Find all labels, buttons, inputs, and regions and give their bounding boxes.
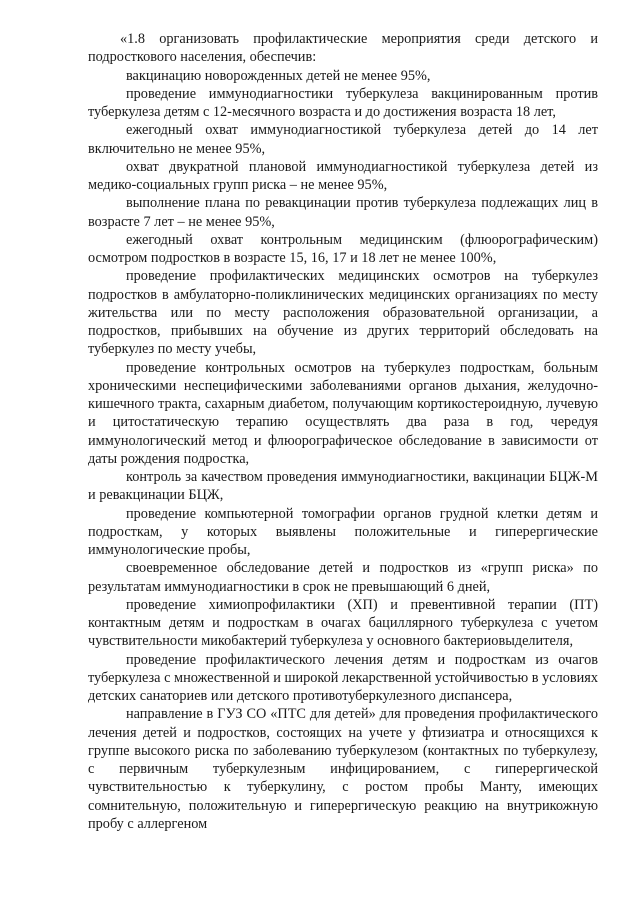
paragraph-chemoprophylaxis: проведение химиопрофилактики (ХП) и превентивной терапии (ПТ) контактным детям и подросткам в очагах бациллярного туберкулеза с учетом чувствительности микобактерий туберкулеза у основного бактериовыделителя, [88, 596, 598, 650]
paragraph-immunodiagnostics-vaccinated: проведение иммунодиагностики туберкулеза вакцинированным против туберкулеза детям с 12-месячного возраста и до достижения возраста 18 лет, [88, 85, 598, 120]
paragraph-quality-control-bcg: контроль за качеством проведения иммунодиагностики, вакцинации БЦЖ-М и ревакцинации БЦЖ, [88, 469, 598, 504]
paragraph-preventive-exams-teenagers: проведение профилактических медицинских осмотров на туберкулез подростков в амбулаторно-поликлинических медицинских организациях по месту жительства или по месту расположения образовательной организации, а подростков, прибывших на обучение из других территорий обследовать на туберкулез по месту учебы, [88, 268, 598, 358]
document-body [88, 30, 598, 833]
paragraph-ct-scan: проведение компьютерной томографии органов грудной клетки детям и подросткам, у которых выявлены положительные и гиперергические иммунологические пробы, [88, 505, 598, 558]
paragraph-preventive-treatment-mdr: проведение профилактического лечения детям и подросткам из очагов туберкулеза с множественной и широкой лекарственной устойчивостью в условиях детских санаториев или детского противотуберкулезного диспансера, [88, 651, 598, 704]
paragraph-revaccination-age-7: выполнение плана по ревакцинации против туберкулеза подлежащих лиц в возрасте 7 лет – не менее 95%, [88, 195, 598, 230]
paragraph-1-8-intro: «1.8 организовать профилактические мероприятия среди детского и подросткового населения, обеспечив: [88, 31, 598, 66]
paragraph-risk-group-examination: своевременное обследование детей и подростков из «групп риска» по результатам иммунодиагностики в срок не превышающий 6 дней, [88, 560, 598, 595]
paragraph-vaccination-newborns: вакцинацию новорожденных детей не менее 95%, [126, 67, 431, 84]
paragraph-referral-pts: направление в ГУЗ СО «ПТС для детей» для проведения профилактического лечения детей и подростков, состоящих на учете у фтизиатра и относящихся к группе высокого риска по заболеванию туберкулезом (контактных по туберкулезу, с первичным туберкулезным инфицированием, с гиперергической чувствительностью к туберкулину, с ростом пробы Манту, имеющих сомнительную, положительную и гиперергическую реакцию на внутрикожную пробу с аллергеном [88, 706, 598, 832]
paragraph-fluorography-teenagers: ежегодный охват контрольным медицинским (флюорографическим) осмотром подростков в возрасте 15, 16, 17 и 18 лет не менее 100%, [88, 231, 598, 266]
paragraph-control-exams-chronic: проведение контрольных осмотров на туберкулез подросткам, больным хроническими неспецифическими заболеваниями органов дыхания, желудочно-кишечного тракта, сахарным диабетом, получающим кортикостероидную, лучевую и цитостатическую терапию осуществлять два раза в год, чередуя иммунологический метод и флюорографическое обследование в зависимости от даты рождения подростка, [88, 359, 598, 467]
paragraph-double-immunodiagnostics-risk-groups: охват двукратной плановой иммунодиагностикой туберкулеза детей из медико-социальных групп риска – не менее 95%, [88, 158, 598, 193]
paragraph-annual-coverage-under-14: ежегодный охват иммунодиагностикой туберкулеза детей до 14 лет включительно не менее 95%, [88, 122, 598, 157]
